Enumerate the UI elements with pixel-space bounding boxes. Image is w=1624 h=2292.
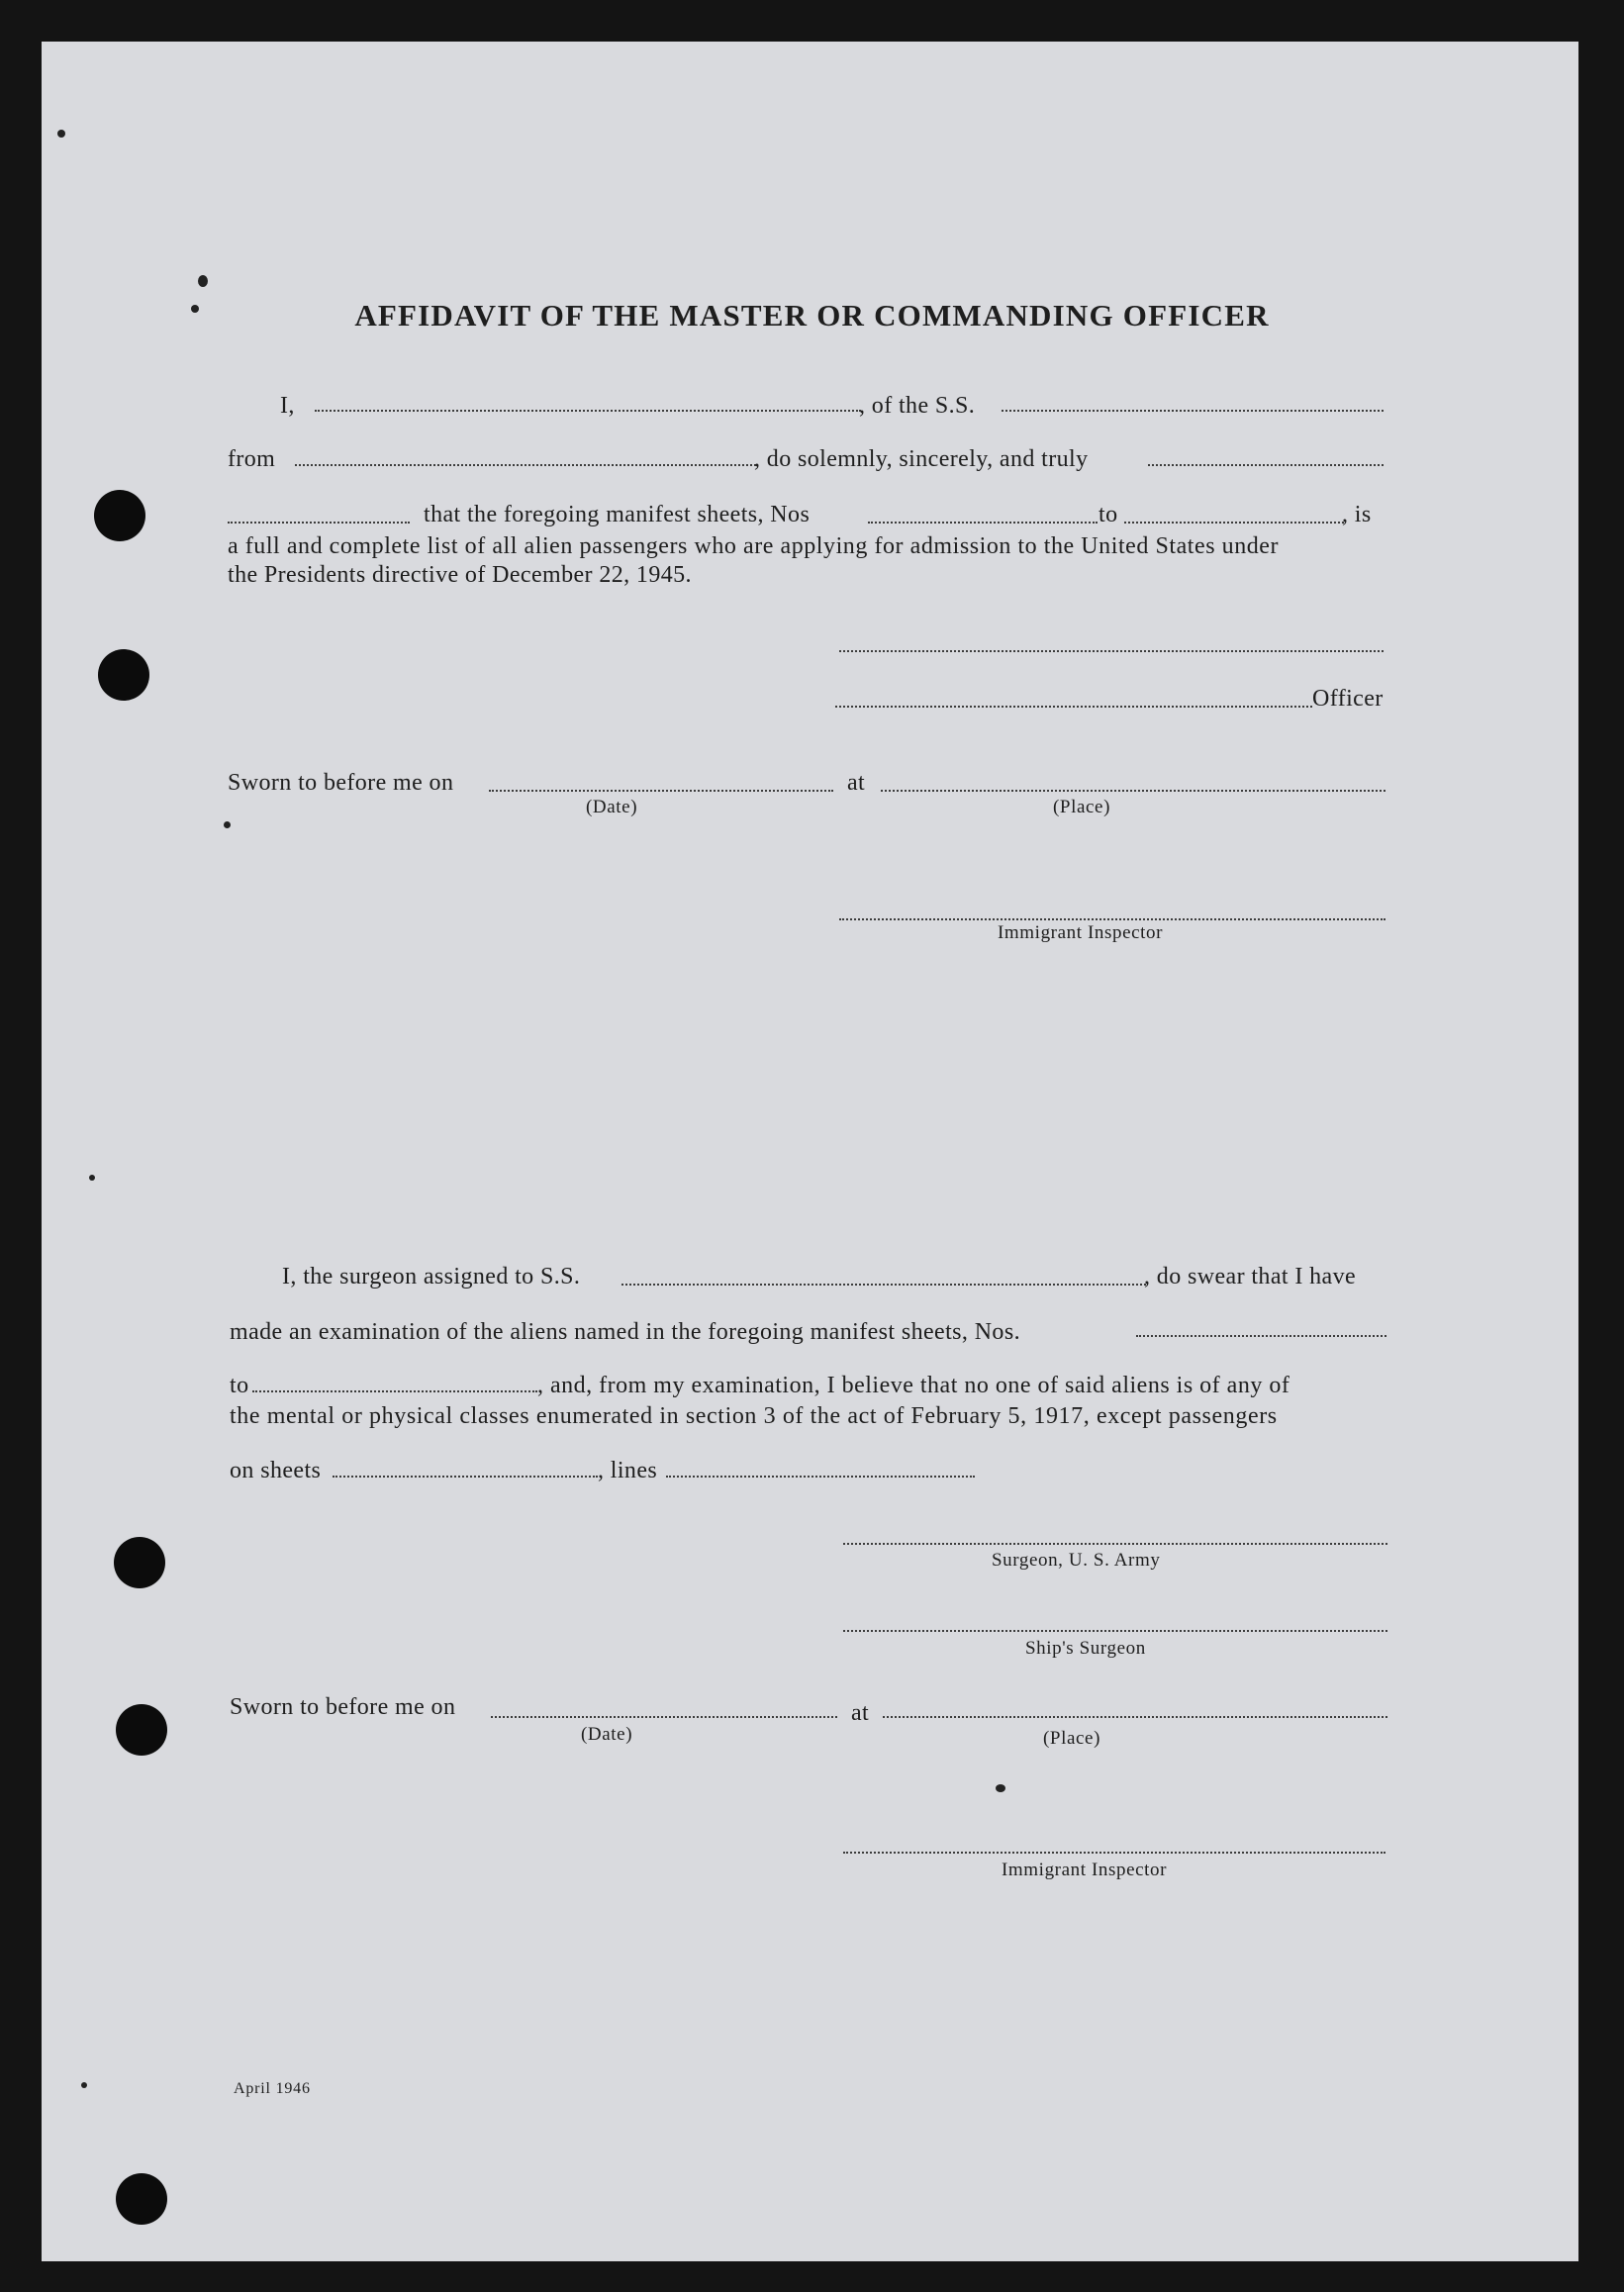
inspector-signature-line	[839, 918, 1385, 920]
oath-blank	[1148, 464, 1384, 466]
punch-hole	[98, 649, 149, 701]
surgeon-line2: made an examination of the aliens named in the foregoing manifest sheets, Nos.	[230, 1319, 1020, 1345]
surgeon-sworn-place-blank	[883, 1716, 1387, 1718]
surgeon-inspector-signature-line	[843, 1852, 1385, 1854]
signature-line	[839, 650, 1384, 652]
surgeon-ship-blank	[621, 1284, 1146, 1286]
punch-hole	[116, 2173, 167, 2225]
scan-speck	[996, 1784, 1005, 1792]
ship-name-blank	[1002, 410, 1384, 412]
master-sworn-prefix: Sworn to before me on	[228, 770, 454, 796]
surgeon-line5-mid: , lines	[598, 1458, 658, 1483]
master-line3-mid: that the foregoing manifest sheets, Nos	[424, 502, 811, 527]
sheets-from-blank	[868, 522, 1098, 524]
surgeon-place-label: (Place)	[1043, 1728, 1100, 1749]
master-line3-end: , is	[1342, 502, 1372, 527]
document-page	[42, 42, 1578, 2261]
master-date-label: (Date)	[586, 797, 638, 817]
master-place-label: (Place)	[1053, 797, 1110, 817]
scan-speck	[224, 821, 231, 828]
master-line2-mid: , do solemnly, sincerely, and truly	[754, 446, 1089, 472]
surgeon-line5-prefix: on sheets	[230, 1458, 322, 1483]
surgeon-date-label: (Date)	[581, 1724, 633, 1745]
surgeon-sworn-prefix: Sworn to before me on	[230, 1694, 456, 1720]
scan-speck	[57, 130, 65, 138]
sheets-to-blank	[1124, 522, 1344, 524]
army-surgeon-label: Surgeon, U. S. Army	[992, 1550, 1161, 1571]
form-date: April 1946	[234, 2080, 311, 2097]
army-surgeon-signature-line	[843, 1543, 1387, 1545]
name-blank	[315, 410, 861, 412]
ships-surgeon-label: Ship's Surgeon	[1025, 1638, 1146, 1659]
port-blank	[295, 464, 756, 466]
sworn-place-blank	[881, 790, 1385, 792]
surgeon-inspector-label: Immigrant Inspector	[1002, 1860, 1168, 1880]
officer-label: Officer	[1312, 686, 1384, 712]
surgeon-line3-prefix: to	[230, 1373, 249, 1398]
oath-continued-blank	[228, 522, 410, 524]
surgeon-line3-mid: , and, from my examination, I believe that no one of said aliens is of any of	[537, 1373, 1290, 1398]
punch-hole	[116, 1704, 167, 1756]
master-line1-mid: , of the S.S.	[859, 393, 976, 419]
officer-signature-line	[835, 706, 1312, 708]
except-sheets-blank	[333, 1476, 598, 1478]
page-title: AFFIDAVIT OF THE MASTER OR COMMANDING OFFICER	[354, 298, 1270, 333]
master-line4: a full and complete list of all alien passengers who are applying for admission to the United States under	[228, 533, 1280, 559]
ships-surgeon-signature-line	[843, 1630, 1387, 1632]
surgeon-sheets-to-blank	[252, 1390, 537, 1392]
master-line5: the Presidents directive of December 22, 1945.	[228, 562, 692, 588]
surgeon-sworn-at: at	[851, 1700, 870, 1726]
master-line2-prefix: from	[228, 446, 276, 472]
master-sworn-at: at	[847, 770, 866, 796]
surgeon-sworn-date-blank	[491, 1716, 837, 1718]
surgeon-line1-prefix: I, the surgeon assigned to S.S.	[282, 1264, 581, 1289]
punch-hole	[94, 490, 145, 541]
master-inspector-label: Immigrant Inspector	[998, 922, 1164, 943]
scan-speck	[81, 2082, 87, 2088]
punch-hole	[114, 1537, 165, 1588]
surgeon-line4: the mental or physical classes enumerated in section 3 of the act of February 5, 1917, except passengers	[230, 1403, 1278, 1429]
surgeon-line1-end: , do swear that I have	[1144, 1264, 1357, 1289]
master-line3-to: to	[1099, 502, 1118, 527]
except-lines-blank	[666, 1476, 975, 1478]
surgeon-sheets-from-blank	[1136, 1335, 1386, 1337]
sworn-date-blank	[489, 790, 833, 792]
scan-speck	[89, 1175, 95, 1181]
master-line1-prefix: I,	[280, 393, 295, 419]
scan-speck	[198, 275, 208, 287]
